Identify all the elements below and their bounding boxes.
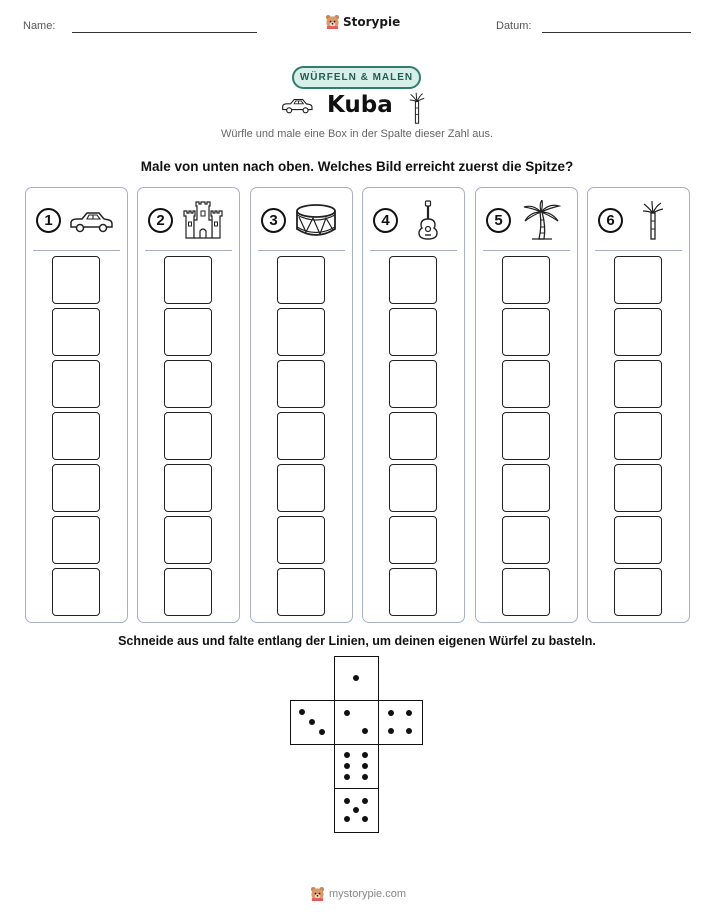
pip xyxy=(344,816,350,822)
date-line xyxy=(542,32,691,33)
drum-icon xyxy=(293,200,339,240)
color-box[interactable] xyxy=(277,308,325,356)
die-face-4 xyxy=(378,700,423,745)
color-box[interactable] xyxy=(164,256,212,304)
column-divider xyxy=(258,250,345,251)
color-box[interactable] xyxy=(277,360,325,408)
color-box[interactable] xyxy=(52,412,100,460)
name-line xyxy=(72,32,257,33)
pip xyxy=(388,710,394,716)
car-icon xyxy=(68,200,114,240)
column-5 xyxy=(475,187,578,623)
color-box[interactable] xyxy=(52,308,100,356)
color-box[interactable] xyxy=(389,412,437,460)
pip xyxy=(362,728,368,734)
pip xyxy=(344,710,350,716)
die-face-3 xyxy=(290,700,335,745)
sugarcane-icon xyxy=(408,92,426,124)
bear-icon xyxy=(310,886,325,901)
page-title: Kuba xyxy=(327,92,393,118)
color-box[interactable] xyxy=(164,464,212,512)
storypie-logo xyxy=(325,14,400,29)
activity-badge: WÜRFELN & MALEN xyxy=(292,66,421,89)
column-4 xyxy=(362,187,465,623)
column-divider xyxy=(483,250,570,251)
die-face-5 xyxy=(334,788,379,833)
number-circle: 1 xyxy=(36,208,61,233)
color-box[interactable] xyxy=(502,412,550,460)
color-box[interactable] xyxy=(502,308,550,356)
color-box[interactable] xyxy=(614,308,662,356)
column-divider xyxy=(370,250,457,251)
color-box[interactable] xyxy=(164,308,212,356)
column-6 xyxy=(587,187,690,623)
color-box[interactable] xyxy=(277,256,325,304)
palm-tree-icon xyxy=(518,200,564,240)
color-box[interactable] xyxy=(389,568,437,616)
number-circle: 4 xyxy=(373,208,398,233)
color-box[interactable] xyxy=(164,412,212,460)
column-header xyxy=(588,188,689,250)
color-box[interactable] xyxy=(52,256,100,304)
color-box[interactable] xyxy=(277,464,325,512)
car-icon xyxy=(280,96,314,116)
column-divider xyxy=(595,250,682,251)
pip xyxy=(344,798,350,804)
title-row xyxy=(0,92,714,126)
color-box[interactable] xyxy=(277,412,325,460)
pip xyxy=(362,774,368,780)
number-circle: 5 xyxy=(486,208,511,233)
column-3 xyxy=(250,187,353,623)
color-box[interactable] xyxy=(277,568,325,616)
subtitle: Würfle und male eine Box in der Spalte dieser Zahl aus. xyxy=(220,128,494,140)
color-box[interactable] xyxy=(502,568,550,616)
color-box[interactable] xyxy=(614,256,662,304)
castle-icon xyxy=(180,200,226,240)
name-label: Name: xyxy=(23,20,56,32)
color-box[interactable] xyxy=(502,360,550,408)
pip xyxy=(388,728,394,734)
color-box[interactable] xyxy=(389,256,437,304)
number-circle: 3 xyxy=(261,208,286,233)
number-circle: 6 xyxy=(598,208,623,233)
pip xyxy=(362,763,368,769)
pip xyxy=(353,675,359,681)
pip xyxy=(344,752,350,758)
column-1 xyxy=(25,187,128,623)
column-header xyxy=(251,188,352,250)
pip xyxy=(299,709,305,715)
color-box[interactable] xyxy=(389,516,437,564)
color-box[interactable] xyxy=(164,360,212,408)
column-header xyxy=(138,188,239,250)
color-box[interactable] xyxy=(164,516,212,564)
color-box[interactable] xyxy=(52,464,100,512)
instruction: Male von unten nach oben. Welches Bild erreicht zuerst die Spitze? xyxy=(140,159,574,174)
color-box[interactable] xyxy=(277,516,325,564)
pip xyxy=(362,798,368,804)
color-box[interactable] xyxy=(52,360,100,408)
cut-instruction: Schneide aus und falte entlang der Linien, um deinen eigenen Würfel zu basteln. xyxy=(118,634,596,648)
column-2 xyxy=(137,187,240,623)
pip xyxy=(362,752,368,758)
pip xyxy=(344,763,350,769)
logo-text: Storypie xyxy=(343,14,401,29)
die-face-1 xyxy=(334,656,379,701)
column-header xyxy=(476,188,577,250)
color-box[interactable] xyxy=(614,568,662,616)
color-box[interactable] xyxy=(614,516,662,564)
color-box[interactable] xyxy=(52,516,100,564)
color-box[interactable] xyxy=(502,516,550,564)
color-box[interactable] xyxy=(164,568,212,616)
pip xyxy=(344,774,350,780)
pip xyxy=(406,728,412,734)
pip xyxy=(353,807,359,813)
pip xyxy=(362,816,368,822)
guitar-icon xyxy=(405,200,451,240)
color-box[interactable] xyxy=(52,568,100,616)
number-circle: 2 xyxy=(148,208,173,233)
color-box[interactable] xyxy=(614,464,662,512)
bear-icon xyxy=(325,14,340,29)
sugarcane-icon xyxy=(630,200,676,240)
die-face-2 xyxy=(334,700,379,745)
column-header xyxy=(363,188,464,250)
color-box[interactable] xyxy=(614,360,662,408)
color-box[interactable] xyxy=(389,308,437,356)
footer-url[interactable]: mystorypie.com xyxy=(329,887,407,900)
pip xyxy=(309,719,315,725)
color-box[interactable] xyxy=(502,256,550,304)
footer xyxy=(310,886,406,901)
color-box[interactable] xyxy=(614,412,662,460)
color-box[interactable] xyxy=(389,464,437,512)
column-divider xyxy=(33,250,120,251)
column-header xyxy=(26,188,127,250)
color-box[interactable] xyxy=(389,360,437,408)
pip xyxy=(319,729,325,735)
column-divider xyxy=(145,250,232,251)
pip xyxy=(406,710,412,716)
color-box[interactable] xyxy=(502,464,550,512)
date-label: Datum: xyxy=(496,20,532,32)
die-face-6 xyxy=(334,744,379,789)
